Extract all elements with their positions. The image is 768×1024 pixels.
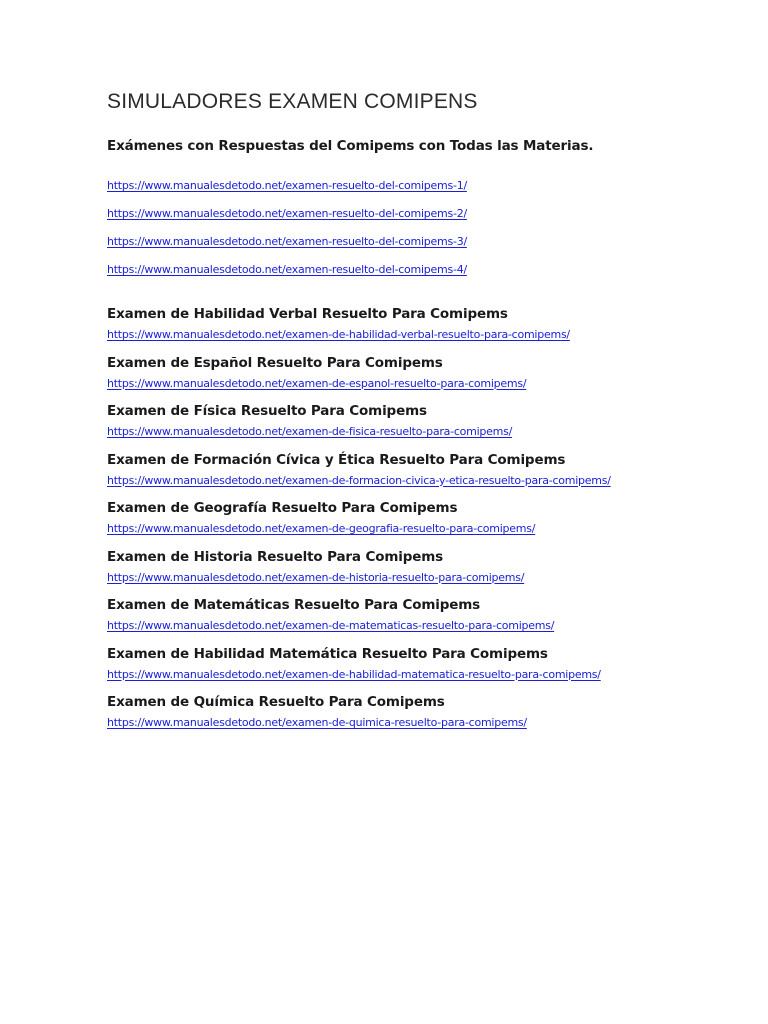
section-fisica xyxy=(107,403,611,452)
general-link-item xyxy=(107,260,467,288)
document-subtitle: Exámenes con Respuestas del Comipems con Todas las Materias. xyxy=(107,138,594,154)
section-heading: Examen de Química Resuelto Para Comipems xyxy=(107,694,445,710)
section-heading: Examen de Matemáticas Resuelto Para Comipems xyxy=(107,597,481,613)
section-heading: Examen de Habilidad Verbal Resuelto Para Comipems xyxy=(107,306,508,322)
section-matematicas xyxy=(107,597,611,646)
section-link-matematicas[interactable]: https://www.manualesdetodo.net/examen-de-matematicas-resuelto-para-comipems/ xyxy=(107,619,555,632)
section-link-fisica[interactable]: https://www.manualesdetodo.net/examen-de-fisica-resuelto-para-comipems/ xyxy=(107,425,513,438)
section-habilidad-verbal xyxy=(107,306,611,355)
document-title: SIMULADORES EXAMEN COMIPENS xyxy=(107,90,478,113)
general-link-item xyxy=(107,204,467,232)
section-heading: Examen de Habilidad Matemática Resuelto Para Comipems xyxy=(107,645,548,662)
exam-link-4[interactable]: https://www.manualesdetodo.net/examen-resuelto-del-comipems-4/ xyxy=(107,263,467,276)
section-heading: Examen de Español Resuelto Para Comipems xyxy=(107,354,443,371)
section-historia xyxy=(107,549,611,598)
section-formacion-civica xyxy=(107,452,611,501)
general-link-item xyxy=(107,232,467,260)
exam-link-2[interactable]: https://www.manualesdetodo.net/examen-resuelto-del-comipems-2/ xyxy=(107,207,467,220)
section-link-habilidad-matematica[interactable]: https://www.manualesdetodo.net/examen-de-habilidad-matematica-resuelto-para-comipems/ xyxy=(107,667,601,681)
exam-link-1[interactable]: https://www.manualesdetodo.net/examen-resuelto-del-comipems-1/ xyxy=(107,179,467,192)
section-espanol xyxy=(107,355,611,404)
general-link-item xyxy=(107,176,467,204)
section-link-quimica[interactable]: https://www.manualesdetodo.net/examen-de-quimica-resuelto-para-comipems/ xyxy=(107,716,527,729)
section-heading: Examen de Formación Cívica y Ética Resuelto Para Comipems xyxy=(107,451,566,468)
section-quimica xyxy=(107,694,611,743)
subject-sections-list xyxy=(107,306,611,743)
exam-link-3[interactable]: https://www.manualesdetodo.net/examen-resuelto-del-comipems-3/ xyxy=(107,235,467,248)
section-link-historia[interactable]: https://www.manualesdetodo.net/examen-de-historia-resuelto-para-comipems/ xyxy=(107,570,525,584)
general-links-list xyxy=(107,176,467,288)
section-link-geografia[interactable]: https://www.manualesdetodo.net/examen-de-geografia-resuelto-para-comipems/ xyxy=(107,522,536,535)
section-heading: Examen de Historia Resuelto Para Comipems xyxy=(107,548,444,565)
section-habilidad-matematica xyxy=(107,646,611,695)
section-heading: Examen de Geografía Resuelto Para Comipems xyxy=(107,500,458,516)
section-link-formacion-civica[interactable]: https://www.manualesdetodo.net/examen-de-formacion-civica-y-etica-resuelto-para-comipems/ xyxy=(107,473,611,487)
section-heading: Examen de Física Resuelto Para Comipems xyxy=(107,403,427,419)
section-link-espanol[interactable]: https://www.manualesdetodo.net/examen-de-espanol-resuelto-para-comipems/ xyxy=(107,376,527,390)
section-link-habilidad-verbal[interactable]: https://www.manualesdetodo.net/examen-de-habilidad-verbal-resuelto-para-comipems/ xyxy=(107,328,570,341)
section-geografia xyxy=(107,500,611,549)
